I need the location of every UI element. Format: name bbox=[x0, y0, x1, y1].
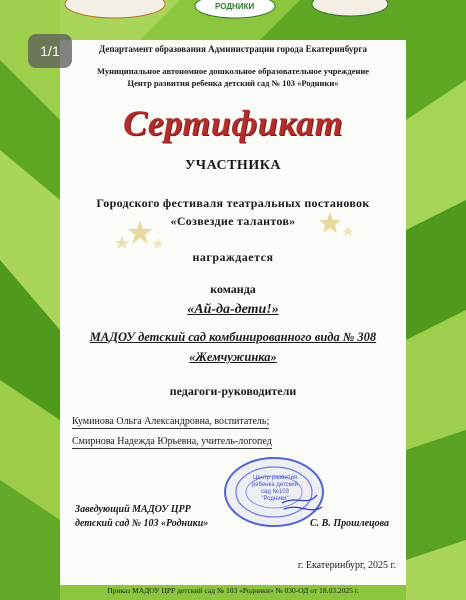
institution-line-2: Центр развития ребенка детский сад № 103 «Родники» bbox=[127, 78, 339, 88]
institution-line-1: Муниципальное автономное дошкольное образовательное учреждение bbox=[96, 66, 370, 76]
certificate-title: Сертификат bbox=[123, 103, 343, 143]
order-reference: Приказ МАДОУ ЦРР детский сад № 103 «Родники» № 030-ОД от 18.03.2025 г. bbox=[107, 586, 359, 595]
department-line: Департамент образования Администрации города Екатеринбурга bbox=[99, 44, 367, 54]
awarded-text: награждается bbox=[192, 250, 274, 264]
signature-line-2: детский сад № 103 «Родники» bbox=[75, 518, 209, 529]
teachers-label: педагоги-руководители bbox=[169, 384, 297, 398]
place-date: г. Екатеринбург, 2025 г. bbox=[297, 560, 396, 571]
festival-line-2: «Созвездие талантов» bbox=[170, 214, 296, 228]
stamp-text: Центр развития ребенка детский сад №103 "Родники" bbox=[251, 475, 299, 502]
certificate-subtitle: УЧАСТНИКА bbox=[185, 158, 281, 173]
organization-line-2: «Жемчужинка» bbox=[189, 350, 277, 364]
logo-text: РОДНИКИ bbox=[215, 2, 255, 11]
teacher-1: Куминова Ольга Александровна, воспитатель; bbox=[72, 416, 270, 427]
teacher-2: Смирнова Надежда Юрьевна, учитель-логопед bbox=[72, 436, 272, 447]
star-cluster-right-icon bbox=[310, 208, 360, 244]
festival-line-1: Городского фестиваля театральных постановок bbox=[96, 196, 370, 210]
organization-line-1: МАДОУ детский сад комбинированного вида № 308 bbox=[89, 330, 377, 344]
team-label: команда bbox=[210, 282, 256, 296]
signature-line-1: Заведующий МАДОУ ЦРР bbox=[75, 504, 191, 515]
star-cluster-left-icon bbox=[110, 218, 170, 254]
team-name: «Ай-да-дети!» bbox=[187, 302, 279, 317]
page-counter-badge: 1/1 bbox=[28, 34, 72, 68]
signatory-name: С. В. Прошлецова bbox=[310, 518, 389, 529]
